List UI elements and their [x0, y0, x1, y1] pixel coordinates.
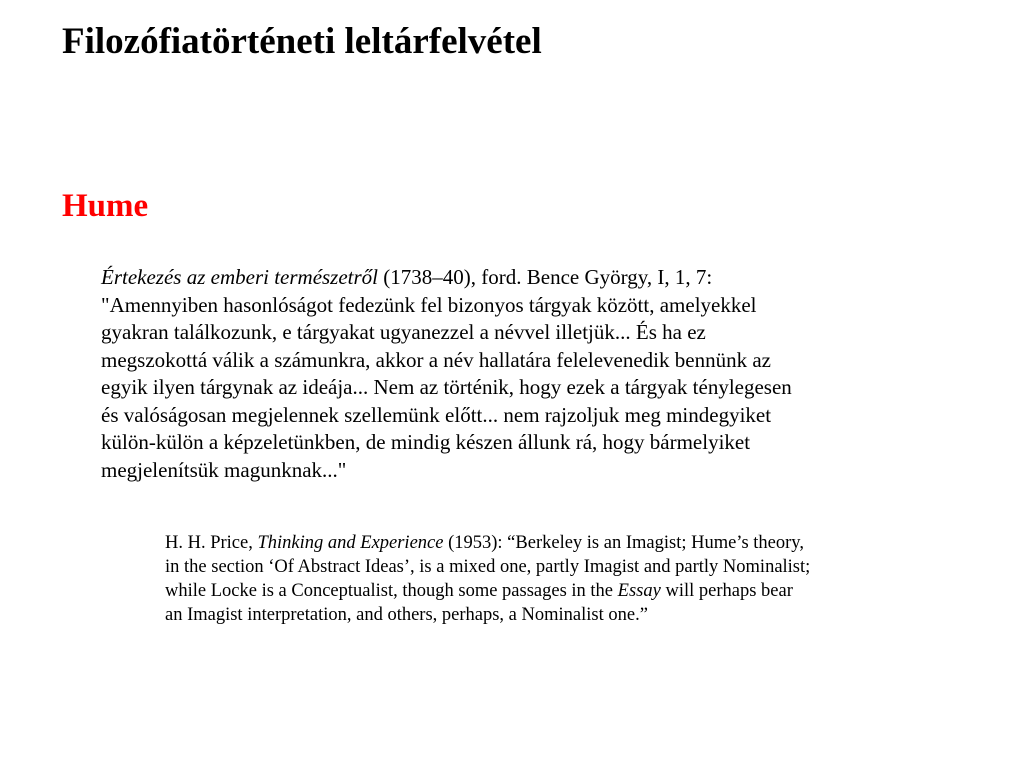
quote-citation: (1738–40), ford. Bence György, I, 1, 7:	[378, 265, 713, 289]
commentary-author: H. H. Price,	[165, 533, 258, 553]
quote-line: "Amennyiben hasonlóságot fedezünk fel bizonyos tárgyak között, amelyekkel	[101, 292, 757, 317]
commentary-text: while Locke is a Conceptualist, though some passages in the	[165, 581, 618, 601]
quote-work-title: Értekezés az emberi természetről	[101, 265, 379, 289]
quote-line: megszokottá válik a számunkra, akkor a név hallatára felelevenedik bennünk az	[101, 347, 771, 372]
section-heading-hume: Hume	[62, 188, 149, 224]
quote-line: külön-külön a képzeletünkben, de mindig készen állunk rá, hogy bármelyiket	[101, 430, 751, 454]
quote-line: egyik ilyen tárgynak az ideája... Nem az történik, hogy ezek a tárgyak ténylegesen	[101, 375, 792, 399]
commentary-line	[165, 579, 985, 603]
commentary-text: (1953): “Berkeley is an Imagist; Hume’s theory,	[443, 533, 804, 553]
slide-title: Filozófiatörténeti leltárfelvétel	[62, 21, 542, 62]
hume-quote-paragraph	[101, 264, 961, 484]
price-commentary-paragraph	[165, 531, 985, 627]
commentary-line: an Imagist interpretation, and others, perhaps, a Nominalist one.”	[165, 605, 648, 625]
commentary-line	[165, 531, 985, 555]
quote-line: és valóságosan megjelennek szellemünk előtt... nem rajzoljuk meg mindegyiket	[101, 402, 772, 427]
commentary-essay-title: Essay	[617, 581, 661, 601]
commentary-work-title: Thinking and Experience	[257, 533, 444, 553]
commentary-text: will perhaps bear	[660, 581, 793, 601]
commentary-line: in the section ‘Of Abstract Ideas’, is a mixed one, partly Imagist and partly Nominalist;	[165, 557, 811, 577]
quote-line: megjelenítsük magunknak..."	[101, 457, 347, 482]
quote-citation-line	[101, 264, 961, 292]
quote-line: gyakran találkozunk, e tárgyakat ugyanezzel a névvel illetjük... És ha ez	[101, 320, 706, 344]
